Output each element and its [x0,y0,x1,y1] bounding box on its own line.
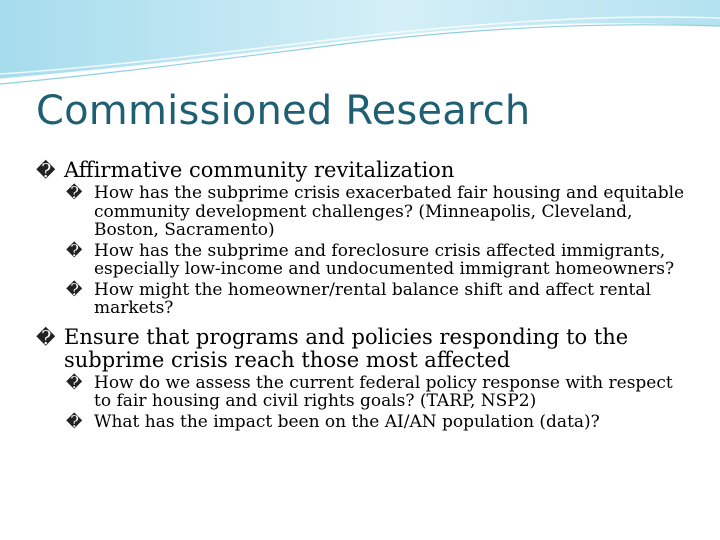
section-programs-policies [36,326,686,432]
bullet-glyph-icon: � [66,411,83,431]
sub-bullet [36,242,686,279]
bullet-text: Affirmative community revitalization [64,158,455,182]
sub-bullet [36,281,686,318]
bullet-glyph-icon: � [66,240,83,260]
bullet-level1 [36,326,686,372]
bullet-glyph-icon: � [36,160,56,182]
bullet-level1 [36,159,686,182]
bullet-text: Ensure that programs and policies responding to the subprime crisis reach those most affected [64,324,629,372]
bullet-glyph-icon: � [36,326,56,349]
bullet-glyph-icon: � [66,183,83,202]
sub-bullet-text: What has the impact been on the AI/AN population (data)? [94,411,600,432]
sub-bullet [36,374,686,411]
section-revitalization [36,159,686,318]
slide-body [36,153,686,439]
sub-bullet-text: How has the subprime and foreclosure crisis affected immigrants, especially low-income and undocumented immigrant homeowners? [94,240,675,279]
sub-bullet-text: How has the subprime crisis exacerbated fair housing and equitable community development challenges? (Minneapolis, Cleveland, Boston, Sacramento) [94,183,685,240]
sub-bullet [36,184,686,240]
sub-bullet-text: How might the homeowner/rental balance shift and affect rental markets? [94,279,651,318]
bullet-glyph-icon: � [66,372,83,392]
slide-title: Commissioned Research [36,88,531,134]
sub-bullet [36,413,686,432]
bullet-glyph-icon: � [66,279,83,299]
header-wave-band [0,0,720,90]
sub-bullet-text: How do we assess the current federal policy response with respect to fair housing and civil rights goals? (TARP, NSP2) [94,372,673,411]
